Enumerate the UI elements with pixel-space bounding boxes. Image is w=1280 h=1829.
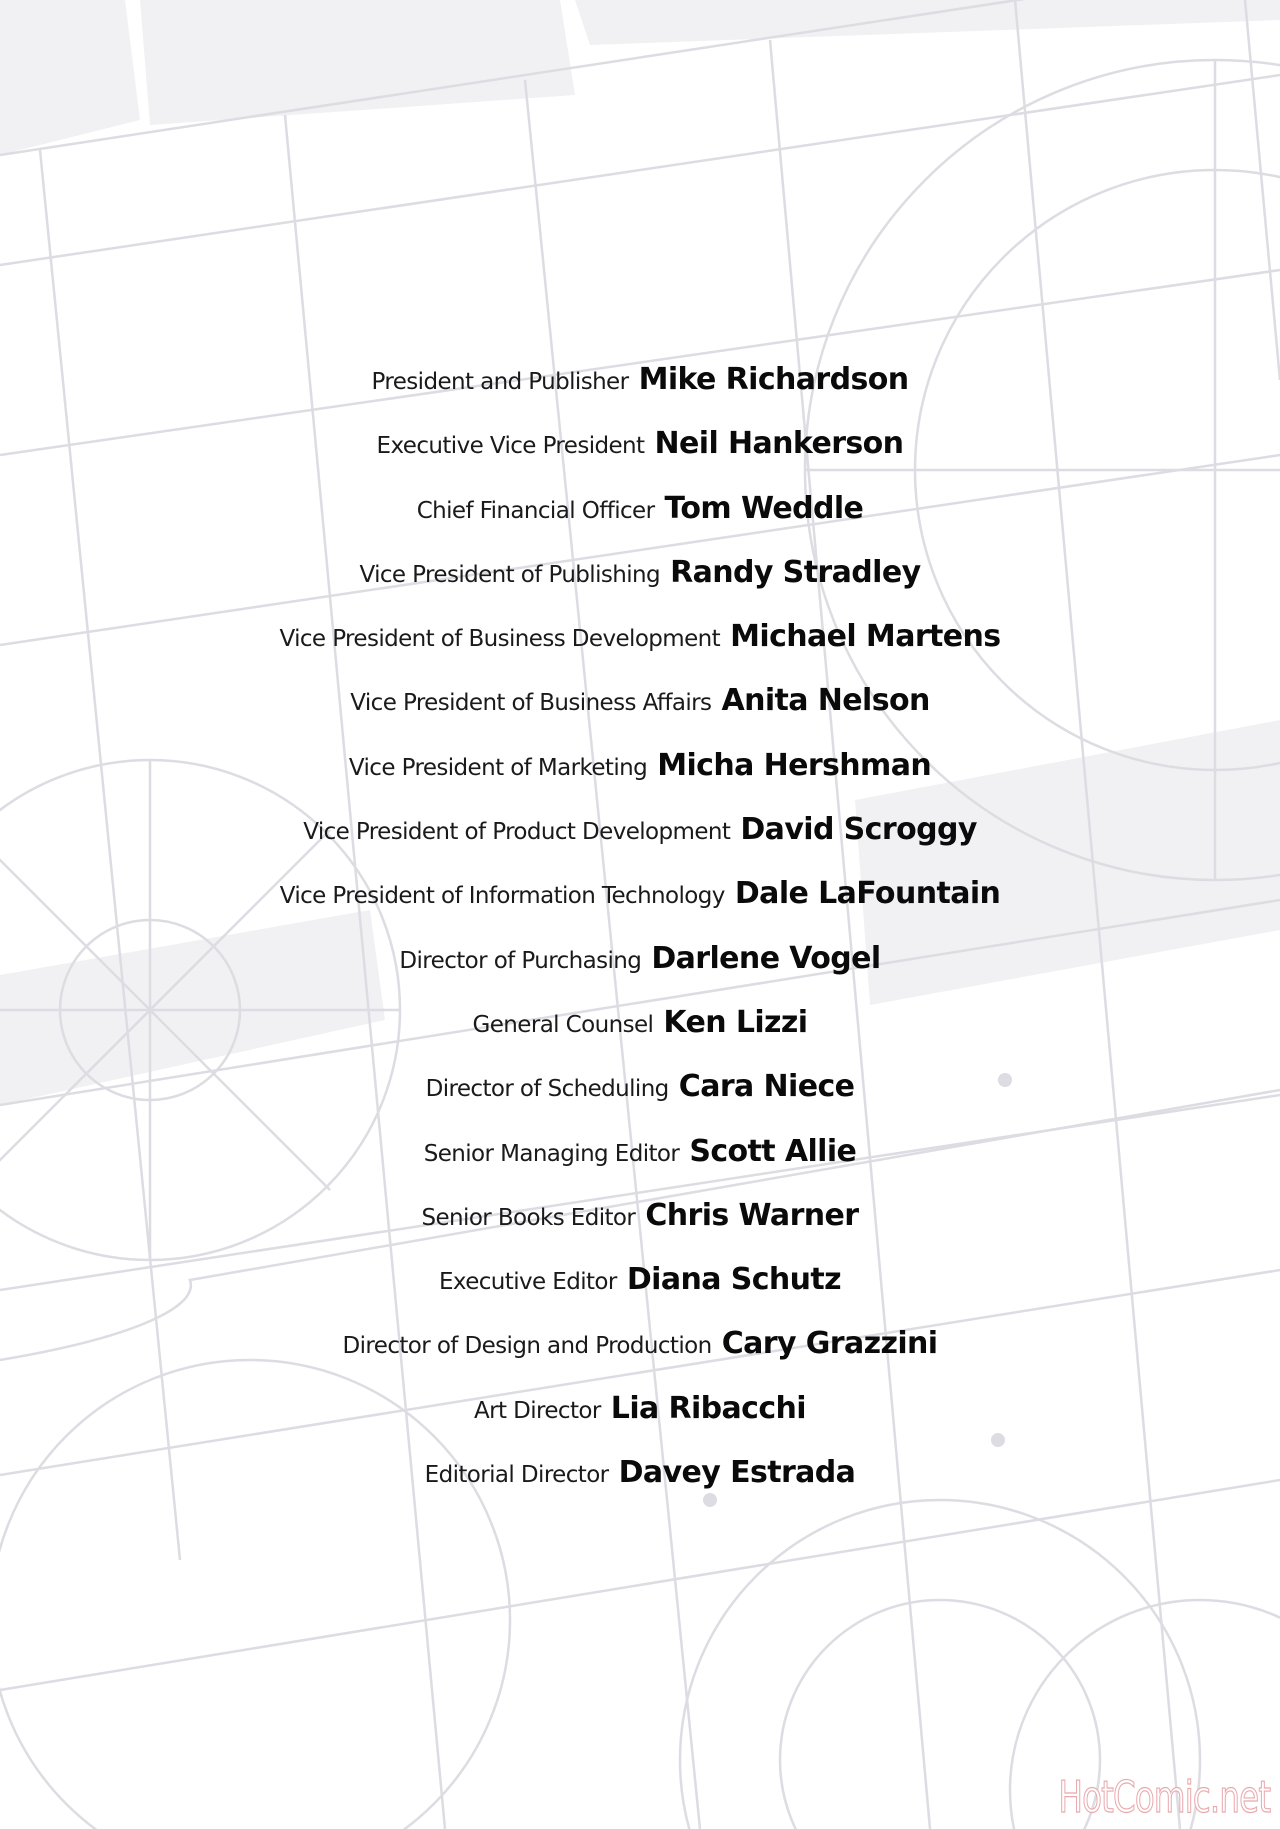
credit-name: Lia Ribacchi	[610, 1390, 806, 1426]
credit-name: Michael Martens	[730, 619, 1001, 655]
credit-row	[0, 1120, 1280, 1184]
credit-title: Vice President of Business Affairs	[350, 690, 712, 717]
credit-title: Vice President of Publishing	[359, 561, 661, 588]
credit-title: Vice President of Business Development	[279, 626, 721, 653]
credit-title: Director of Purchasing	[399, 947, 642, 974]
credit-name: Scott Allie	[689, 1133, 857, 1169]
credit-row	[0, 991, 1280, 1055]
credit-row	[0, 1441, 1280, 1505]
staff-credits-list	[0, 348, 1280, 1505]
credit-name: Mike Richardson	[638, 362, 909, 397]
credit-row	[0, 798, 1280, 862]
credit-name: Darlene Vogel	[651, 940, 881, 976]
credit-title: Director of Design and Production	[342, 1333, 712, 1360]
credit-name: Anita Nelson	[721, 683, 930, 719]
credit-title: Vice President of Marketing	[348, 754, 648, 781]
credit-name: Dale LaFountain	[734, 876, 1001, 912]
credit-name: Randy Stradley	[670, 554, 921, 590]
credit-name: Neil Hankerson	[654, 426, 904, 462]
credit-name: Micha Hershman	[657, 747, 932, 783]
credit-row	[0, 1055, 1280, 1119]
credit-name: Cary Grazzini	[721, 1326, 938, 1362]
credit-title: Senior Managing Editor	[423, 1140, 680, 1167]
credit-title: Director of Scheduling	[425, 1076, 669, 1103]
credit-title: Chief Financial Officer	[416, 497, 655, 524]
credit-title: President and Publisher	[371, 369, 629, 395]
credit-name: Davey Estrada	[618, 1455, 856, 1491]
credit-row	[0, 1377, 1280, 1441]
watermark: HotComic.net	[1058, 1772, 1270, 1823]
credit-row	[0, 862, 1280, 926]
credit-row	[0, 412, 1280, 476]
credit-name: Tom Weddle	[664, 490, 864, 526]
credit-row	[0, 348, 1280, 412]
credit-name: Diana Schutz	[626, 1262, 842, 1298]
credit-row	[0, 605, 1280, 669]
credit-title: Editorial Director	[424, 1462, 609, 1489]
credit-row	[0, 1248, 1280, 1312]
credit-name: Cara Niece	[678, 1069, 855, 1105]
credit-name: Chris Warner	[645, 1197, 859, 1233]
credit-row	[0, 734, 1280, 798]
credit-title: Executive Vice President	[376, 433, 645, 460]
credit-row	[0, 477, 1280, 541]
credit-title: Executive Editor	[438, 1269, 617, 1296]
credit-title: Vice President of Information Technology	[279, 883, 725, 910]
credit-row	[0, 1184, 1280, 1248]
credit-title: Art Director	[473, 1397, 601, 1424]
credit-row	[0, 1312, 1280, 1376]
credit-row	[0, 541, 1280, 605]
credit-row	[0, 927, 1280, 991]
credit-row	[0, 669, 1280, 733]
credit-title: Vice President of Product Development	[303, 819, 731, 846]
credit-name: Ken Lizzi	[663, 1004, 808, 1040]
credit-name: David Scroggy	[740, 812, 977, 848]
credit-title: Senior Books Editor	[421, 1204, 636, 1231]
credit-title: General Counsel	[472, 1011, 654, 1038]
